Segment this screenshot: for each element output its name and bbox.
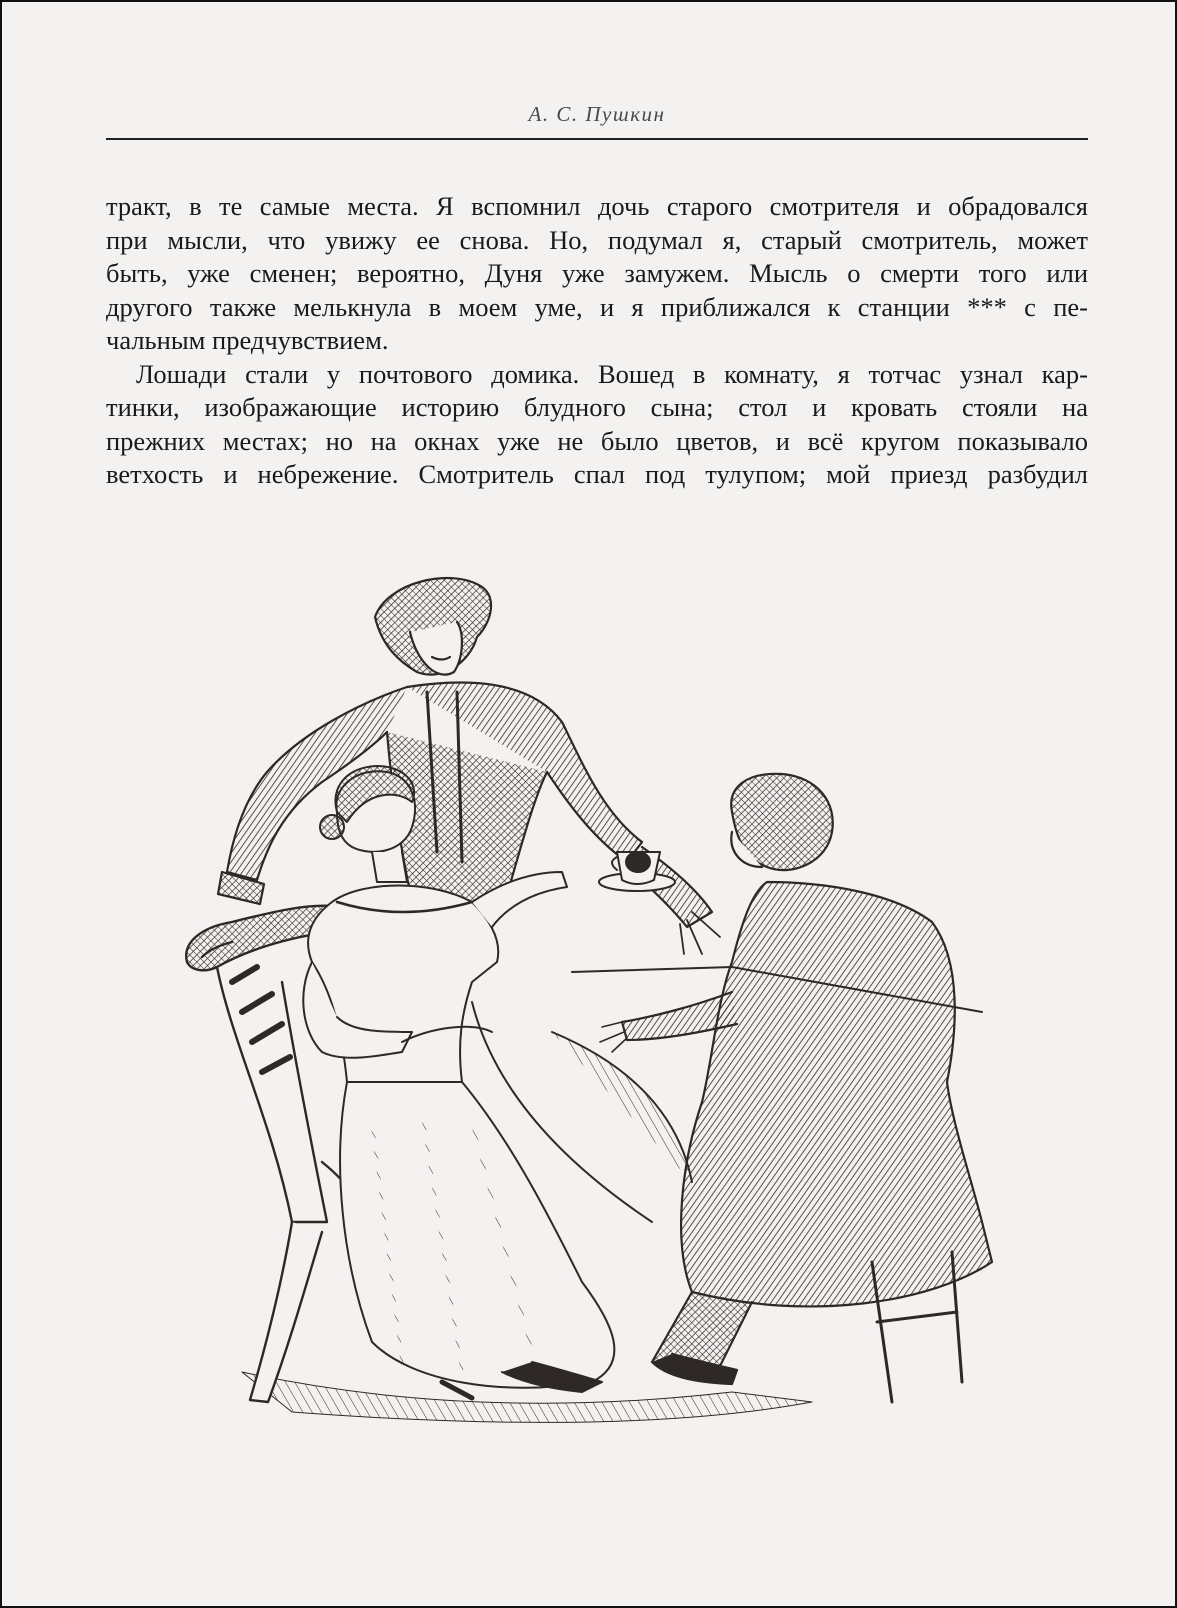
text-line: прежних местах; но на окнах уже не было цветов, и всё кругом показывало — [106, 425, 1088, 456]
header-rule — [106, 138, 1088, 140]
body-text — [106, 190, 1088, 492]
officer-figure — [218, 578, 720, 954]
text-line: тракт, в те самые места. Я вспомнил дочь старого смотрителя и обрадовался — [106, 191, 1088, 221]
text-line: чальным предчувствием. — [106, 325, 389, 355]
text-line: ветхость и небрежение. Смотритель спал под тулупом; мой приезд разбудил — [106, 459, 1088, 489]
running-head: А. С. Пушкин — [528, 102, 666, 126]
text-line: быть, уже сменен; вероятно, Дуня уже замужем. Мысль о смерти того или — [106, 258, 1088, 288]
etching-illustration — [172, 562, 1032, 1442]
text-line: при мысли, что увижу ее снова. Но, подумал я, старый смотритель, может — [106, 224, 1088, 255]
text-line: Лошади стали у почтового домика. Вошед в комнату, я тотчас узнал кар- — [136, 358, 1088, 389]
text-line: тинки, изображающие историю блудного сына; стол и кровать стояли на — [106, 392, 1088, 422]
text-line: другого также мелькнула в моем уме, и я приближался к станции *** с пе- — [106, 291, 1088, 322]
